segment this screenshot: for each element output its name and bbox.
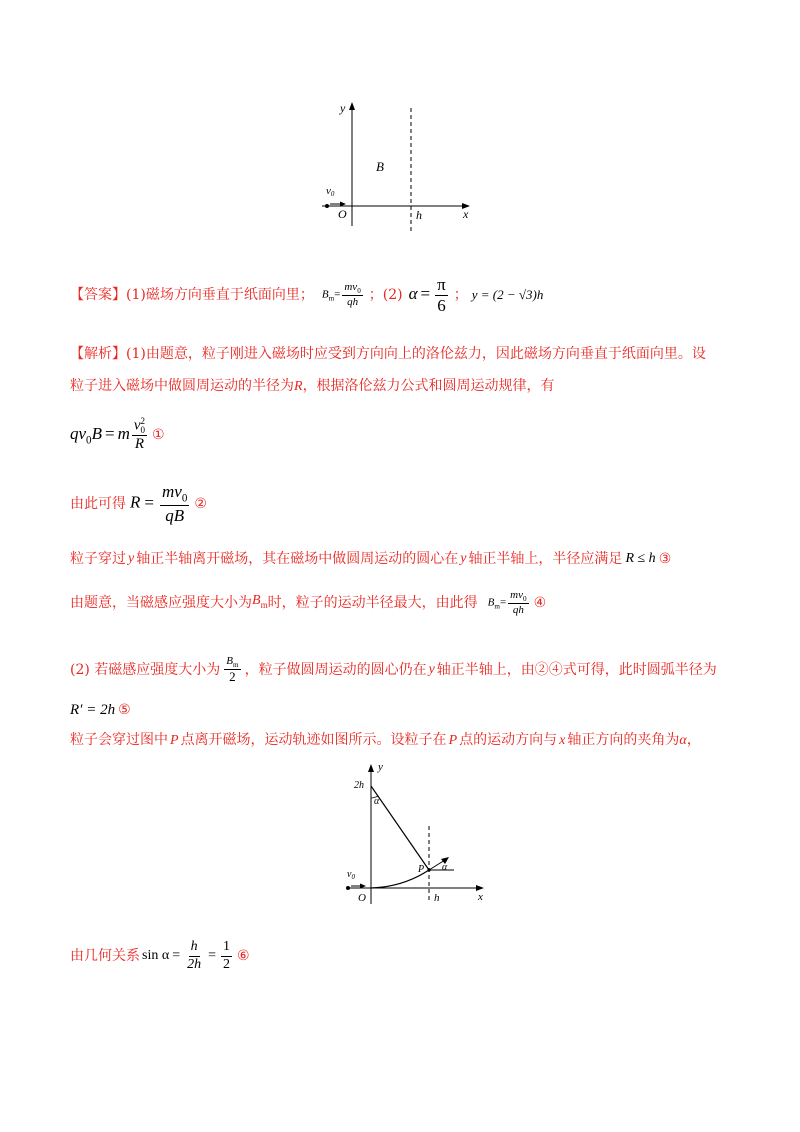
velocity-label: $v_0$: [347, 869, 355, 881]
equation-3-mark: ③: [658, 551, 672, 567]
answer-sep-3: ；: [453, 287, 468, 303]
origin-label: O: [338, 207, 347, 221]
equation-6-mark: ⑥: [237, 948, 250, 964]
equation-4-mark: ④: [533, 595, 547, 611]
velocity-label: v0: [326, 185, 335, 198]
answer-bm-formula: $B_m=$ $\frac{mv_0}{qh}$: [321, 280, 361, 309]
analysis-line-6: (2) 若磁感应强度大小为 $\frac{B_m}{2}$ ，粒子做圆周运动的圆心仍在 y 轴正半轴上，由②④式可得，此时圆弧半径为: [70, 654, 717, 685]
figure-1-axes: [318, 96, 488, 236]
equation-5: R′ = 2h ⑤: [70, 701, 131, 718]
answer-sep-2: ；(2): [368, 287, 403, 303]
radius-line: [371, 786, 429, 870]
y-label: y: [378, 761, 383, 773]
alpha-p-label: α: [442, 862, 448, 873]
answer-y-formula: y = (2 − √3)h: [471, 287, 544, 302]
point-p: [427, 868, 430, 871]
equation-1-mark: ①: [152, 427, 165, 443]
y-axis-arrow: [368, 764, 374, 772]
half-bm-fraction: $\frac{B_m}{2}$: [226, 654, 239, 685]
analysis-line-7: 粒子会穿过图中 P 点离开磁场，运动轨迹如图所示。设粒子在 P 点的运动方向与 x 轴正方向的夹角为α，: [70, 732, 701, 748]
answer-text: 【答案】(1)磁场方向垂直于纸面向里；: [70, 287, 314, 303]
analysis-line-2: 粒子进入磁场中做圆周运动的半径为R，根据洛伦兹力公式和圆周运动规律，有: [70, 378, 555, 394]
equation-2: R = $\frac{mv_0}{qB}$: [130, 482, 188, 526]
equation-1: $qv_0B = m$ v 2 0 R ①: [70, 415, 165, 452]
field-label: B: [376, 159, 384, 174]
analysis-line-3: 由此可得 R = $\frac{mv_0}{qB}$ ②: [70, 482, 207, 526]
particle-dot: [325, 204, 329, 208]
x-label: x: [478, 891, 483, 903]
h-label: h: [434, 892, 440, 904]
analysis-line-8: 由几何关系 sin α = $\frac{h}{2h}$ = $\frac{1}{2}$ ⑥: [70, 939, 250, 972]
equation-2-mark: ②: [194, 496, 207, 512]
equation-4: $B_m=$ $\frac{mv_0}{qh}$: [487, 588, 527, 617]
p-label: P: [418, 864, 425, 875]
two-h-label: 2h: [354, 780, 364, 791]
alpha-top-label: α: [374, 796, 380, 807]
particle-dot: [346, 886, 350, 890]
figure-2-trajectory: [338, 756, 498, 906]
y-axis-arrow: [349, 102, 355, 110]
analysis-line-5: 由题意，当磁感应强度大小为 $B_m$ 时，粒子的运动半径最大，由此得 $B_m=$ $\frac{mv_0}{qh}$ ④: [70, 588, 547, 617]
equation-6: sin α = $\frac{h}{2h}$ = $\frac{1}{2}$: [142, 939, 230, 972]
x-label: x: [463, 207, 469, 221]
analysis-line-1: 【解析】(1)由题意，粒子刚进入磁场时应受到方向向上的洛伦兹力，因此磁场方向垂直于纸面向里。设: [70, 346, 706, 362]
h-label: h: [416, 208, 422, 222]
answer-line: [70, 272, 543, 318]
y-label: y: [340, 101, 346, 115]
answer-alpha-formula: α = $\frac{\pi}{6}$: [408, 274, 446, 315]
analysis-line-4: 粒子穿过 y 轴正半轴离开磁场，其在磁场中做圆周运动的圆心在 y 轴正半轴上，半径应满足 R ≤ h ③: [70, 551, 672, 567]
origin-label: O: [358, 892, 366, 904]
equation-3: R ≤ h: [625, 551, 656, 566]
equation-5-mark: ⑤: [118, 702, 131, 718]
